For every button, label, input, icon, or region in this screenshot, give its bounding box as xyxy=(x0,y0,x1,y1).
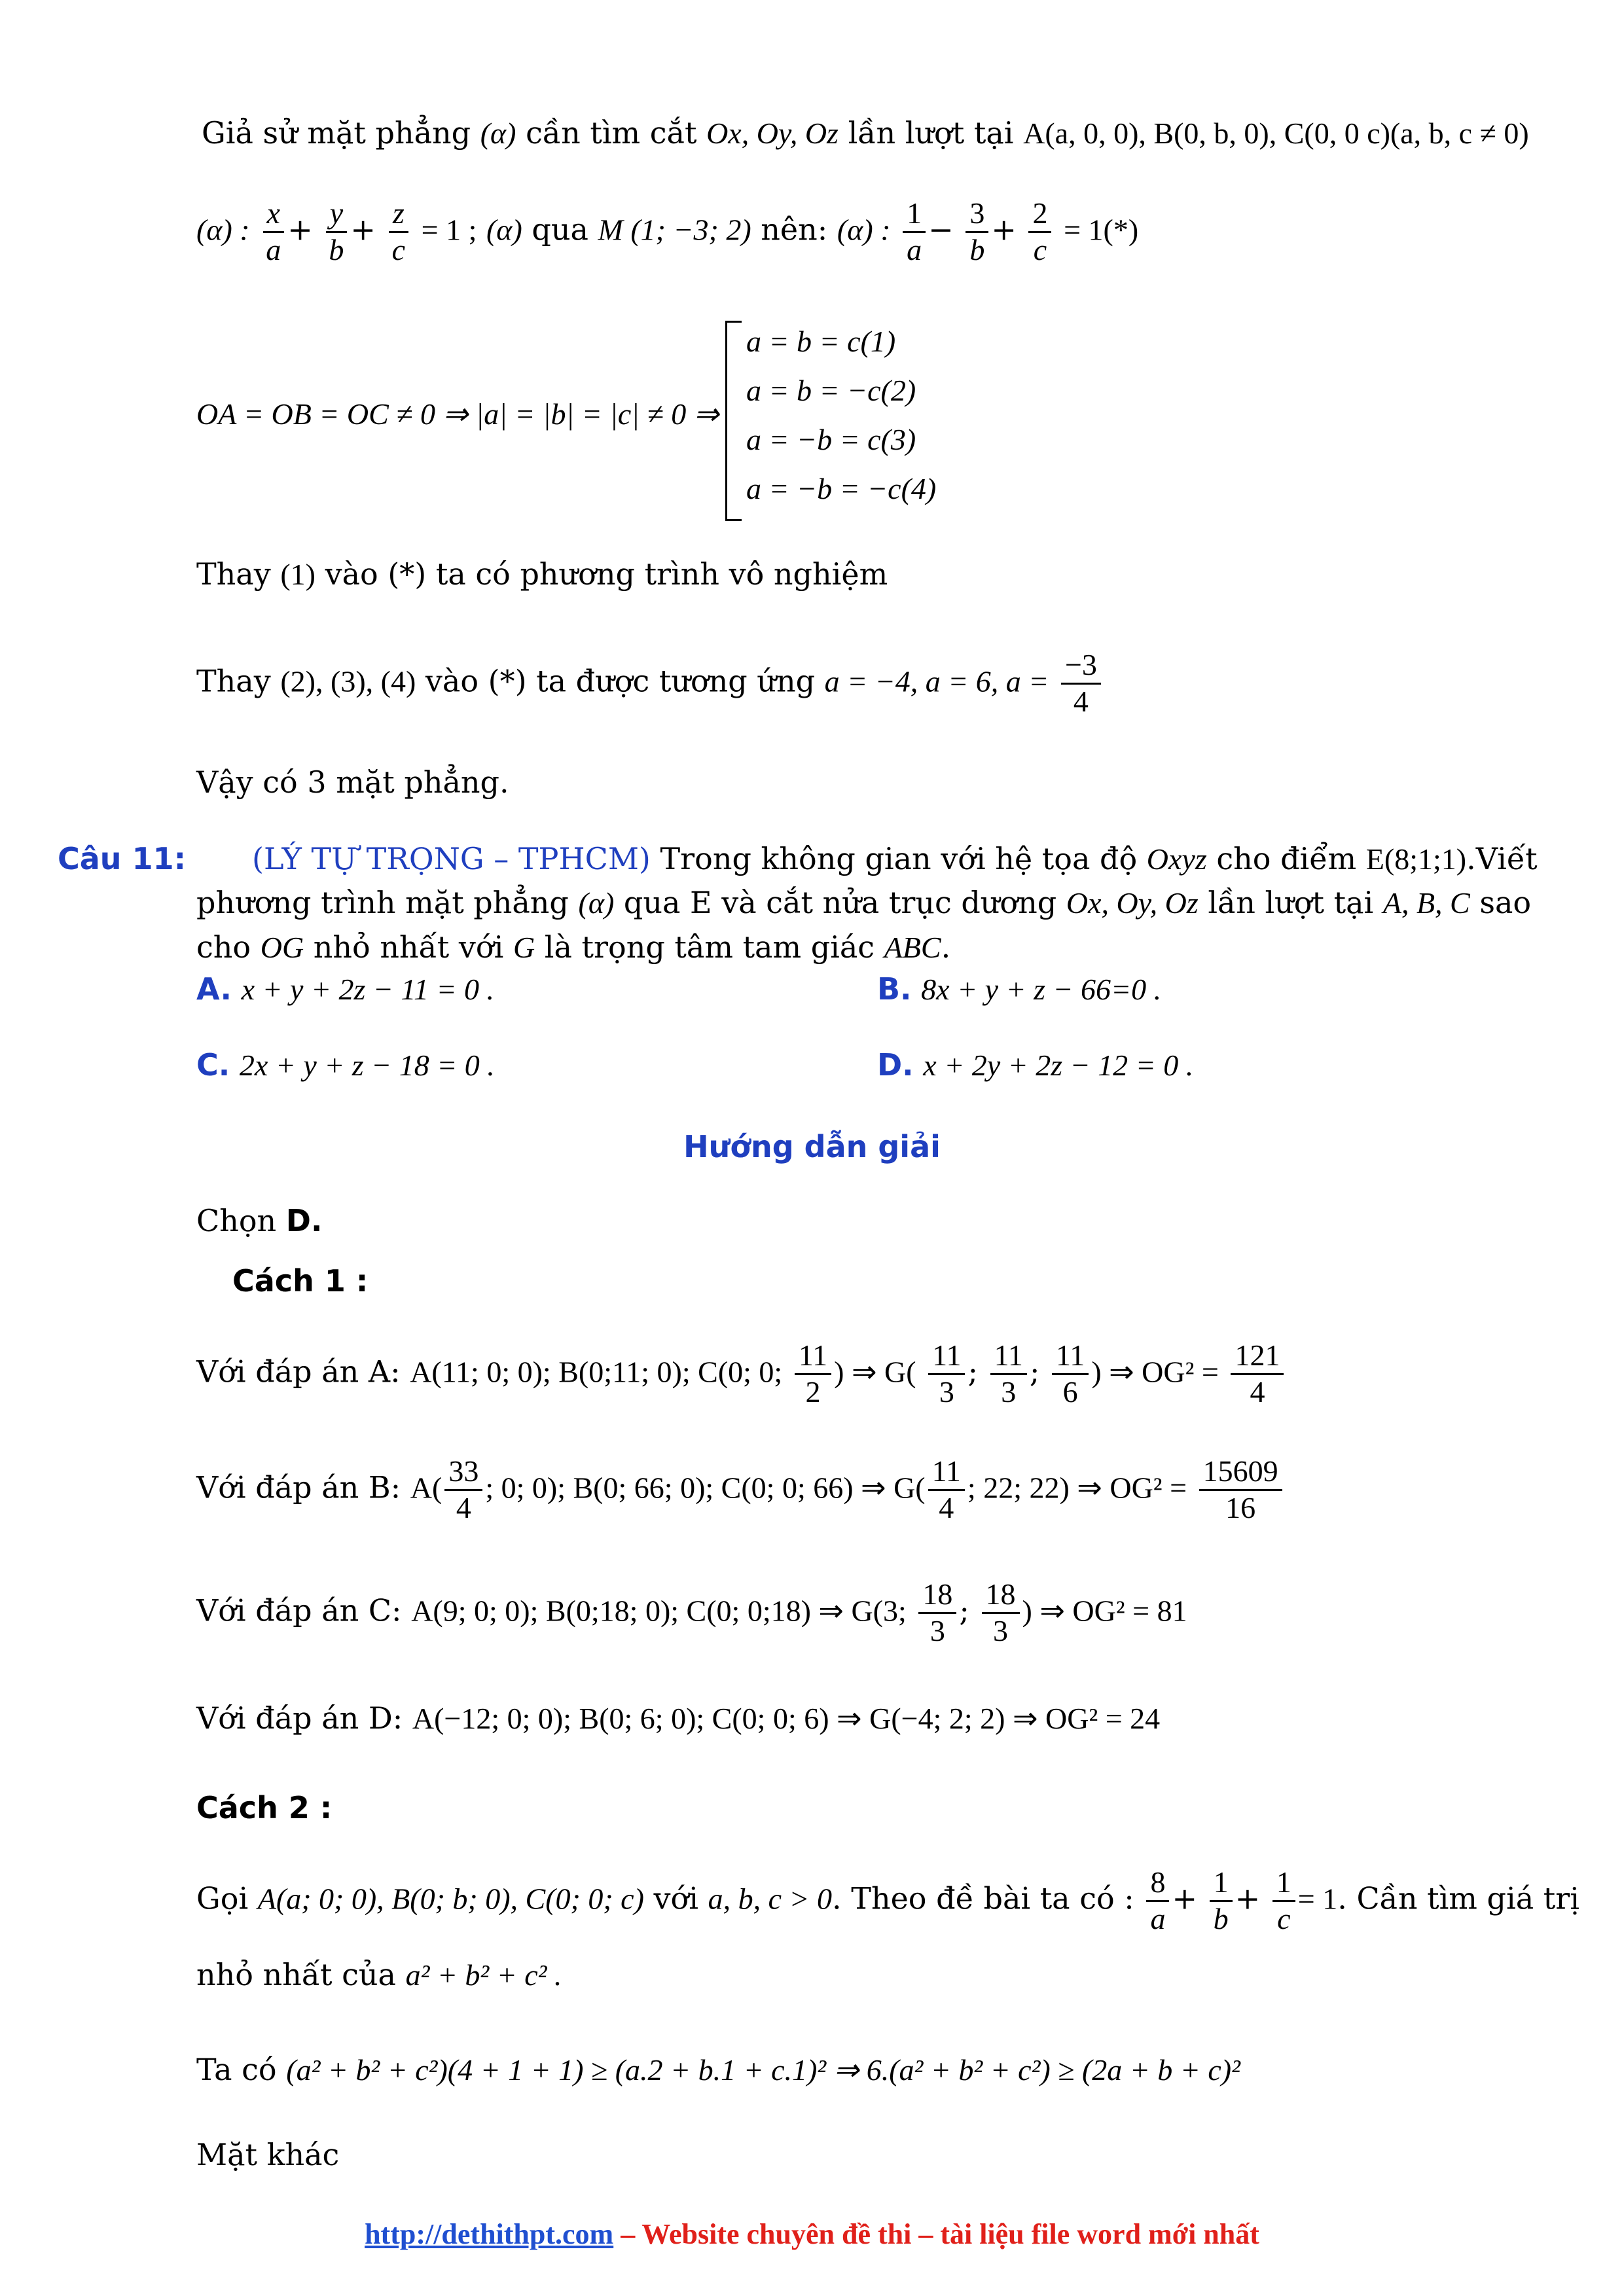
frac-3-b: $\frac{3}{b}$ xyxy=(965,196,988,268)
frac: $\frac{11}{3}$ xyxy=(990,1338,1027,1410)
frac: $\frac{8}{a}$ xyxy=(1146,1865,1169,1937)
option-c[interactable]: C. 2x + y + z − 18 = 0 . xyxy=(196,1047,495,1083)
question-source: (LÝ TỰ TRỌNG – TPHCM) xyxy=(252,841,651,876)
check-answer-b: Với đáp án B: A( $\frac{33}{4}$ ; 0; 0); B(0; 66; 0); C(0; 0; 66) ⇒ G( $\frac{11}{4}$ ; 22; 22) ⇒ OG² = $\frac{15609}{16}$ xyxy=(196,1454,1285,1526)
frac-neg3-4: $\frac{-3}{4}$ xyxy=(1061,648,1101,719)
case-3: a = −b = c(3) xyxy=(746,423,916,456)
case-2: a = b = −c(2) xyxy=(746,374,916,407)
question-line-3: cho OG nhỏ nhất với G là trọng tâm tam giác ABC. xyxy=(196,929,951,965)
check-answer-c: Với đáp án C: A(9; 0; 0); B(0;18; 0); C(0; 0;18) ⇒ G(3; $\frac{18}{3}$ ; $\frac{18}{3}$ ) ⇒ OG² = 81 xyxy=(196,1577,1187,1647)
option-a[interactable]: A. x + y + 2z − 11 = 0 . xyxy=(196,971,495,1007)
footer-link[interactable]: http://dethithpt.com xyxy=(365,2218,614,2250)
frac: $\frac{11}{4}$ xyxy=(928,1454,965,1526)
intro-line-6: Vậy có 3 mặt phẳng. xyxy=(196,764,509,800)
frac-2-c: $\frac{2}{c}$ xyxy=(1028,196,1051,268)
frac: $\frac{33}{4}$ xyxy=(444,1454,482,1526)
intro-line-2: (α) : $\frac{x}{a}$ + $\frac{y}{b}$ + $\frac{z}{c}$ = 1 ; (α) qua M (1; −3; 2) nên: (α) : $\frac{1}{a}$ − $\frac{3}{b}$ + $\frac{2}{c}$ = 1(*) xyxy=(196,196,1139,266)
intro-line-1: Giả sử mặt phẳng (α) cần tìm cắt Ox, Oy, Oz lần lượt tại A(a, 0, 0), B(0, b, 0), C(0, 0 c)(a, b, c ≠ 0) xyxy=(202,115,1529,151)
case-4: a = −b = −c(4) xyxy=(746,472,937,505)
case-bracket xyxy=(725,321,742,521)
question-line-1: (LÝ TỰ TRỌNG – TPHCM) Trong không gian với hệ tọa độ Oxyz cho điểm E(8;1;1).Viết xyxy=(252,841,1538,876)
frac-1-a: $\frac{1}{a}$ xyxy=(903,196,926,268)
check-answer-d: Với đáp án D: A(−12; 0; 0); B(0; 6; 0); C(0; 0; 6) ⇒ G(−4; 2; 2) ⇒ OG² = 24 xyxy=(196,1700,1161,1736)
footer xyxy=(0,2217,1624,2251)
option-d[interactable]: D. x + 2y + 2z − 12 = 0 . xyxy=(877,1047,1194,1083)
question-label: Câu 11: xyxy=(58,841,186,876)
check-answer-a: Với đáp án A: A(11; 0; 0); B(0;11; 0); C(0; 0; $\frac{11}{2}$ ) ⇒ G( $\frac{11}{3}$ ; $\frac{11}{3}$ ; $\frac{11}{6}$ ) ⇒ OG² = $\frac{121}{4}$ xyxy=(196,1338,1286,1410)
method-2-line-4: Mặt khác xyxy=(196,2137,340,2172)
intro-line-4: Thay (1) vào (*) ta có phương trình vô nghiệm xyxy=(196,556,888,592)
frac: $\frac{11}{3}$ xyxy=(928,1338,965,1410)
case-1: a = b = c(1) xyxy=(746,325,896,358)
frac-y-b: $\frac{y}{b}$ xyxy=(325,196,348,268)
frac: $\frac{15609}{16}$ xyxy=(1199,1454,1282,1526)
method-2-line-2: nhỏ nhất của a² + b² + c² . xyxy=(196,1957,562,1992)
method-2-line-3: Ta có (a² + b² + c²)(4 + 1 + 1) ≥ (a.2 + b.1 + c.1)² ⇒ 6.(a² + b² + c²) ≥ (2a + b + c)² xyxy=(196,2052,1240,2087)
method-2-line-1: Gọi A(a; 0; 0), B(0; b; 0), C(0; 0; c) với a, b, c > 0. Theo đề bài ta có : $\frac{8}{a}$ + $\frac{1}{b}$ + $\frac{1}{c}$ = 1. Cần tìm giá trị xyxy=(196,1865,1579,1935)
intro-line-5: Thay (2), (3), (4) vào (*) ta được tương ứng a = −4, a = 6, a = $\frac{-3}{4}$ xyxy=(196,648,1104,719)
frac: $\frac{11}{2}$ xyxy=(795,1338,831,1410)
choose-answer: Chọn D. xyxy=(196,1203,323,1238)
solution-heading: Hướng dẫn giải xyxy=(683,1129,941,1164)
option-b[interactable]: B. 8x + y + z − 66=0 . xyxy=(877,971,1162,1007)
frac: $\frac{1}{b}$ xyxy=(1210,1865,1233,1937)
method-1-heading: Cách 1 : xyxy=(232,1263,369,1299)
frac: $\frac{1}{c}$ xyxy=(1272,1865,1295,1937)
frac: $\frac{11}{6}$ xyxy=(1052,1338,1089,1410)
footer-tagline: – Website chuyên đề thi – tài liệu file word mới nhất xyxy=(613,2218,1259,2250)
frac: $\frac{18}{3}$ xyxy=(982,1577,1020,1649)
frac: $\frac{18}{3}$ xyxy=(918,1577,956,1649)
method-2-heading: Cách 2 : xyxy=(196,1790,333,1825)
frac-z-c: $\frac{z}{c}$ xyxy=(388,196,409,268)
intro-line-3: OA = OB = OC ≠ 0 ⇒ |a| = |b| = |c| ≠ 0 ⇒ xyxy=(196,397,719,431)
frac: $\frac{121}{4}$ xyxy=(1231,1338,1284,1410)
question-line-2: phương trình mặt phẳng (α) qua E và cắt nửa trục dương Ox, Oy, Oz lần lượt tại A, B, C sao xyxy=(196,885,1532,920)
frac-x-a: $\frac{x}{a}$ xyxy=(262,196,285,268)
